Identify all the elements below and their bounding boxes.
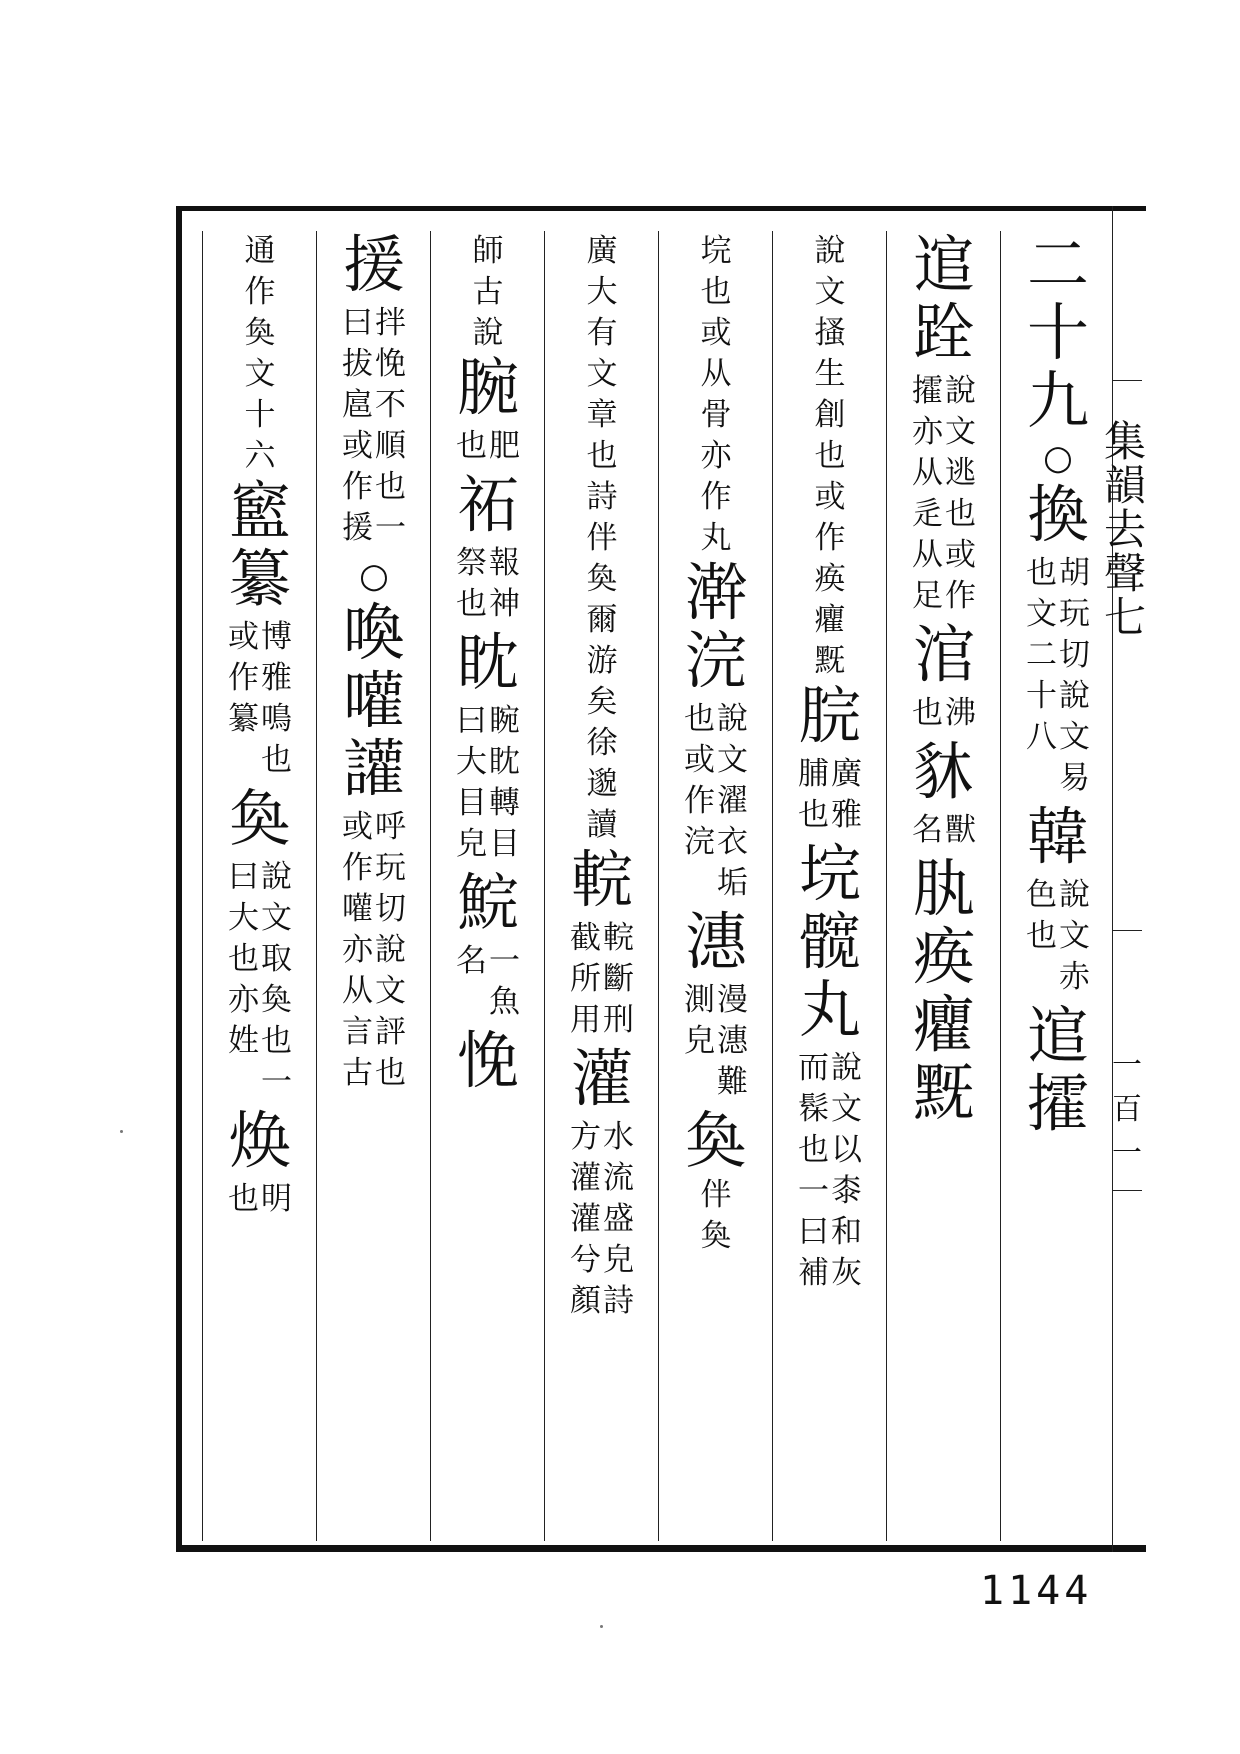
headword-char: 韓 xyxy=(1026,800,1089,873)
gloss-char: 曰 xyxy=(342,305,373,341)
gloss-pair xyxy=(228,857,292,1103)
gloss-char: 援 xyxy=(342,510,373,546)
gloss-char: 大 xyxy=(228,900,259,936)
gloss-char: 顏 xyxy=(570,1283,601,1319)
gloss-char: 大 xyxy=(456,744,487,780)
headword-char: 奐 xyxy=(684,1104,747,1177)
gloss-char: 浣 xyxy=(684,824,715,860)
gloss-char: 魚 xyxy=(489,984,520,1020)
gloss-char: 濯 xyxy=(717,783,748,819)
gloss-char: 獸 xyxy=(945,812,976,848)
headword-char: 丸 xyxy=(798,973,861,1046)
gloss-char: 評 xyxy=(375,1014,406,1050)
gloss-char: 或 xyxy=(814,479,846,515)
gloss-line xyxy=(815,477,846,682)
gloss-char: 也 xyxy=(261,1023,292,1059)
gloss-char: 名 xyxy=(912,812,943,848)
gloss-char: 也 xyxy=(261,742,292,778)
gloss-char: 亦 xyxy=(342,932,373,968)
headword-char: 祏 xyxy=(456,468,519,541)
gloss-char: 衣 xyxy=(717,824,748,860)
gloss-char: 也 xyxy=(814,438,846,474)
text-column xyxy=(886,228,1001,1541)
gloss-char: 文 xyxy=(831,1091,862,1127)
gloss-char: 姓 xyxy=(228,1023,259,1059)
headword-char: 攉 xyxy=(1026,1067,1089,1140)
gloss-char: 拌 xyxy=(375,305,406,341)
gloss-char: 也 xyxy=(798,1132,829,1168)
gloss-char: 或 xyxy=(228,619,259,655)
gloss-char: 曰 xyxy=(228,859,259,895)
headword-char: 灌 xyxy=(570,1042,633,1115)
gloss-char: 奐 xyxy=(244,315,276,351)
gloss-char: 取 xyxy=(261,941,292,977)
gloss-char: 詩 xyxy=(586,479,618,515)
page-marker-char: 一 xyxy=(1112,1048,1142,1083)
headword-char: 浣 xyxy=(684,624,747,697)
headword-char: 黖 xyxy=(912,1056,975,1129)
gloss-char: 詩 xyxy=(603,1283,634,1319)
gloss-char: 作 xyxy=(244,274,276,310)
headword-char: 讙 xyxy=(342,732,405,805)
gloss-char: 也 xyxy=(945,496,976,532)
gloss-char: 玩 xyxy=(375,850,406,886)
gloss-char: 名 xyxy=(456,943,487,979)
gloss-char: 色 xyxy=(1026,877,1057,913)
rhyme-marker: ○ xyxy=(359,556,389,596)
gloss-line xyxy=(701,395,732,559)
gloss-pair xyxy=(342,807,406,1094)
gloss-char: 也 xyxy=(912,695,943,731)
gloss-char: 也 xyxy=(684,701,715,737)
gloss-char: 作 xyxy=(228,660,259,696)
headword-char: 潓 xyxy=(684,905,747,978)
gloss-char: 或 xyxy=(945,537,976,573)
gloss-char: 說 xyxy=(1059,678,1090,714)
gloss-char: 伴 xyxy=(700,1177,732,1213)
gloss-char: 流 xyxy=(603,1160,634,1196)
gloss-pair xyxy=(912,810,976,851)
gloss-char: 說 xyxy=(375,932,406,968)
gloss-char: 奐 xyxy=(261,982,292,1018)
headword-char: 焕 xyxy=(228,1104,291,1177)
gloss-char: 文 xyxy=(945,414,976,450)
running-head-page-marker xyxy=(1110,1040,1144,1172)
gloss-char: 十 xyxy=(244,397,276,433)
gloss-char: 通 xyxy=(244,233,276,269)
gloss-char: 亦 xyxy=(912,414,943,450)
gloss-char: 兮 xyxy=(570,1242,601,1278)
gloss-char: 博 xyxy=(261,619,292,655)
gloss-char: 師 xyxy=(472,233,504,269)
gloss-pair xyxy=(1026,553,1090,799)
headword-char: 十 xyxy=(1026,296,1089,369)
gloss-pair xyxy=(228,617,292,781)
gloss-char: 从 xyxy=(912,455,943,491)
gloss-char: 神 xyxy=(489,586,520,622)
gloss-char: 讀 xyxy=(586,807,618,843)
headword-char: 奐 xyxy=(228,782,291,855)
gloss-char: 說 xyxy=(814,233,846,269)
gloss-char: 亦 xyxy=(700,438,732,474)
gloss-char: 癯 xyxy=(814,602,846,638)
gloss-line xyxy=(587,559,618,846)
gloss-line xyxy=(473,231,504,313)
gloss-char: 廣 xyxy=(831,756,862,792)
gloss-char: 沸 xyxy=(945,695,976,731)
gloss-char: 逃 xyxy=(945,455,976,491)
gloss-char: 游 xyxy=(586,643,618,679)
page-marker-char: 百 xyxy=(1112,1092,1142,1127)
gloss-char: 也 xyxy=(228,1181,259,1217)
gloss-char: 用 xyxy=(570,1002,601,1038)
gloss-char: 玩 xyxy=(1059,596,1090,632)
gloss-char: 垸 xyxy=(700,233,732,269)
gloss-line xyxy=(245,231,276,354)
gloss-char: 報 xyxy=(489,545,520,581)
page-border xyxy=(176,206,1146,1552)
headword-char: 跧 xyxy=(912,296,975,369)
gloss-char: 痪 xyxy=(814,561,846,597)
gloss-pair xyxy=(570,918,634,1041)
gloss-char: 水 xyxy=(603,1119,634,1155)
gloss-char: 足 xyxy=(912,578,943,614)
gloss-char: 也 xyxy=(456,586,487,622)
gloss-char: 八 xyxy=(1026,719,1057,755)
gloss-char: 灰 xyxy=(831,1255,862,1291)
headword-char: 脘 xyxy=(798,679,861,752)
text-column xyxy=(202,231,317,1541)
gloss-char: 肥 xyxy=(489,428,520,464)
running-head-title xyxy=(1104,417,1147,643)
headword-char: 鯇 xyxy=(456,866,519,939)
gloss-pair xyxy=(456,941,520,1023)
gloss-char: 切 xyxy=(1059,637,1090,673)
gloss-char: 一 xyxy=(375,510,406,546)
gloss-char: 扈 xyxy=(342,387,373,423)
gloss-char: 从 xyxy=(700,356,732,392)
gloss-char: 文 xyxy=(261,900,292,936)
gloss-pair xyxy=(684,980,748,1103)
gloss-char: 文 xyxy=(244,356,276,392)
running-head-char: 聲 xyxy=(1104,549,1147,599)
gloss-char: 古 xyxy=(472,274,504,310)
headword-char: 䆾 xyxy=(228,474,291,547)
running-head-char: 韻 xyxy=(1104,461,1147,511)
gloss-char: 从 xyxy=(342,973,373,1009)
headword-char: 援 xyxy=(342,228,405,301)
gloss-pair xyxy=(798,1048,862,1294)
gloss-char: 說 xyxy=(1059,877,1090,913)
gloss-char: 有 xyxy=(586,315,618,351)
gloss-char: 斷 xyxy=(603,961,634,997)
gloss-char: 曰 xyxy=(798,1214,829,1250)
headword-char: 肒 xyxy=(912,852,975,925)
headword-char: 垸 xyxy=(798,837,861,910)
page-marker-char: 一 xyxy=(1112,1136,1142,1171)
gloss-line xyxy=(701,1175,732,1257)
gloss-char: 文 xyxy=(1059,719,1090,755)
gloss-pair xyxy=(228,1179,292,1220)
speck xyxy=(120,1130,123,1133)
gloss-char: 大 xyxy=(586,274,618,310)
gloss-char: 目 xyxy=(456,785,487,821)
headword-char: 纂 xyxy=(228,542,291,615)
gloss-char: 或 xyxy=(342,809,373,845)
gloss-line xyxy=(815,231,846,477)
running-head-char: 去 xyxy=(1104,505,1147,555)
gloss-char: 作 xyxy=(684,783,715,819)
gloss-pair xyxy=(1026,875,1090,998)
gloss-char: 也 xyxy=(228,941,259,977)
page-number: 1144 xyxy=(980,1568,1093,1614)
gloss-line xyxy=(245,354,276,477)
gloss-char: 灌 xyxy=(570,1201,601,1237)
gloss-char: 拔 xyxy=(342,346,373,382)
gloss-char: 奐 xyxy=(700,1218,732,1254)
gloss-char: 皃 xyxy=(603,1242,634,1278)
gloss-char: 也 xyxy=(798,797,829,833)
headword-char: 眈 xyxy=(456,626,519,699)
text-column xyxy=(430,231,545,1541)
gloss-char: 悗 xyxy=(375,346,406,382)
gloss-char: 也 xyxy=(1026,918,1057,954)
headword-char: 悗 xyxy=(456,1024,519,1097)
gloss-char: 黖 xyxy=(814,643,846,679)
gloss-char: 也 xyxy=(375,469,406,505)
headword-char: 九 xyxy=(1026,364,1089,437)
gloss-char: 也 xyxy=(456,428,487,464)
gloss-char: 易 xyxy=(1059,760,1090,796)
gloss-char: 文 xyxy=(814,274,846,310)
gloss-char: 呼 xyxy=(375,809,406,845)
gloss-char: 刑 xyxy=(603,1002,634,1038)
headword-char: 澣 xyxy=(684,556,747,629)
gloss-char: 丸 xyxy=(700,520,732,556)
gloss-char: 測 xyxy=(684,982,715,1018)
gloss-char: 脯 xyxy=(798,756,829,792)
rhyme-marker: ○ xyxy=(1043,438,1073,478)
gloss-char: 也 xyxy=(586,438,618,474)
headword-char: 癯 xyxy=(912,988,975,1061)
gloss-char: 明 xyxy=(261,1181,292,1217)
gloss-char: 胡 xyxy=(1059,555,1090,591)
gloss-pair xyxy=(684,699,748,904)
gloss-char: 攉 xyxy=(912,373,943,409)
gloss-char: 邈 xyxy=(586,766,618,802)
running-head-char: 集 xyxy=(1104,417,1147,466)
gloss-char: 創 xyxy=(814,397,846,433)
headword-char: 腕 xyxy=(456,351,519,424)
gloss-char: 垢 xyxy=(717,865,748,901)
gloss-char: 而 xyxy=(798,1050,829,1086)
gloss-char: 作 xyxy=(342,850,373,886)
headword-char: 喚 xyxy=(342,596,405,669)
banner-divider xyxy=(1112,380,1142,381)
gloss-char: 說 xyxy=(945,373,976,409)
gloss-char: 曰 xyxy=(456,703,487,739)
gloss-char: 睕 xyxy=(489,703,520,739)
gloss-char: 亦 xyxy=(228,982,259,1018)
gloss-char: 嚾 xyxy=(342,891,373,927)
gloss-char: 搔 xyxy=(814,315,846,351)
gloss-char: 目 xyxy=(489,826,520,862)
headword-char: 涫 xyxy=(912,618,975,691)
gloss-char: 一 xyxy=(261,1064,292,1100)
gloss-char: 或 xyxy=(684,742,715,778)
gloss-char: 从 xyxy=(912,537,943,573)
gloss-char: 灌 xyxy=(570,1160,601,1196)
gloss-char: 也 xyxy=(700,274,732,310)
gloss-char: 說 xyxy=(261,859,292,895)
headword-char: 換 xyxy=(1026,478,1089,551)
gloss-char: 一 xyxy=(798,1173,829,1209)
gloss-char: 纂 xyxy=(228,701,259,737)
gloss-char: 或 xyxy=(342,428,373,464)
headword-char: 嚾 xyxy=(342,664,405,737)
running-head-char: 七 xyxy=(1104,593,1147,643)
text-column xyxy=(1000,228,1115,1541)
gloss-char: 徐 xyxy=(586,725,618,761)
headword-char: 二 xyxy=(1026,228,1089,301)
banner-divider xyxy=(1112,1190,1142,1191)
gloss-pair xyxy=(342,303,406,549)
gloss-char: 骨 xyxy=(700,397,732,433)
running-head-strip xyxy=(1112,206,1147,1552)
gloss-char: 雅 xyxy=(831,797,862,833)
gloss-pair xyxy=(798,754,862,836)
gloss-char: 十 xyxy=(1026,678,1057,714)
gloss-char: 不 xyxy=(375,387,406,423)
gloss-char: 伴 xyxy=(586,520,618,556)
headword-char: 逭 xyxy=(912,228,975,301)
gloss-char: 作 xyxy=(945,578,976,614)
gloss-line xyxy=(587,231,618,559)
gloss-pair xyxy=(456,426,520,467)
headword-char: 逭 xyxy=(1026,999,1089,1072)
gloss-char: 也 xyxy=(375,1055,406,1091)
gloss-char: 切 xyxy=(375,891,406,927)
gloss-char: 轉 xyxy=(489,785,520,821)
gloss-char: 奐 xyxy=(586,561,618,597)
gloss-char: 文 xyxy=(1059,918,1090,954)
gloss-char: 作 xyxy=(700,479,732,515)
gloss-char: 補 xyxy=(798,1255,829,1291)
headword-char: 髋 xyxy=(798,905,861,978)
gloss-char: 說 xyxy=(472,315,504,351)
gloss-pair xyxy=(456,543,520,625)
gloss-char: 二 xyxy=(1026,637,1057,673)
text-column xyxy=(658,231,773,1541)
gloss-char: 順 xyxy=(375,428,406,464)
gloss-pair xyxy=(912,693,976,734)
gloss-char: 和 xyxy=(831,1214,862,1250)
text-column xyxy=(772,231,887,1541)
gloss-char: 眈 xyxy=(489,744,520,780)
gloss-char: 雅 xyxy=(261,660,292,696)
text-column xyxy=(316,228,431,1541)
gloss-char: 一 xyxy=(489,943,520,979)
gloss-char: 文 xyxy=(375,973,406,1009)
gloss-char: 難 xyxy=(717,1064,748,1100)
gloss-char: 桼 xyxy=(831,1173,862,1209)
text-column xyxy=(544,231,659,1541)
gloss-char: 章 xyxy=(586,397,618,433)
gloss-char: 六 xyxy=(244,438,276,474)
gloss-char: 或 xyxy=(700,315,732,351)
gloss-char: 辵 xyxy=(912,496,943,532)
gloss-char: 截 xyxy=(570,920,601,956)
banner-divider xyxy=(1112,930,1142,931)
gloss-char: 說 xyxy=(831,1050,862,1086)
gloss-char: 髹 xyxy=(798,1091,829,1127)
gloss-char: 爾 xyxy=(586,602,618,638)
gloss-char: 鳴 xyxy=(261,701,292,737)
gloss-char: 作 xyxy=(814,520,846,556)
gloss-char: 廣 xyxy=(586,233,618,269)
gloss-char: 方 xyxy=(570,1119,601,1155)
gloss-char: 文 xyxy=(717,742,748,778)
gloss-char: 皃 xyxy=(456,826,487,862)
gloss-char: 也 xyxy=(1026,555,1057,591)
speck xyxy=(600,1625,603,1628)
headword-char: 䝗 xyxy=(912,735,975,808)
gloss-char: 祭 xyxy=(456,545,487,581)
gloss-char: 所 xyxy=(570,961,601,997)
gloss-char: 輐 xyxy=(603,920,634,956)
gloss-char: 赤 xyxy=(1059,959,1090,995)
gloss-line xyxy=(701,231,732,395)
gloss-char: 矣 xyxy=(586,684,618,720)
gloss-char: 作 xyxy=(342,469,373,505)
gloss-char: 文 xyxy=(1026,596,1057,632)
headword-char: 痪 xyxy=(912,920,975,993)
gloss-char: 說 xyxy=(717,701,748,737)
gloss-pair xyxy=(912,371,976,617)
gloss-line xyxy=(473,313,504,354)
gloss-char: 文 xyxy=(586,356,618,392)
gloss-char: 漫 xyxy=(717,982,748,1018)
gloss-char: 盛 xyxy=(603,1201,634,1237)
headword-char: 輐 xyxy=(570,843,633,916)
gloss-char: 以 xyxy=(831,1132,862,1168)
gloss-pair xyxy=(570,1117,634,1322)
gloss-char: 古 xyxy=(342,1055,373,1091)
gloss-pair xyxy=(456,701,520,865)
gloss-char: 言 xyxy=(342,1014,373,1050)
gloss-char: 生 xyxy=(814,356,846,392)
gloss-char: 潓 xyxy=(717,1023,748,1059)
gloss-char: 皃 xyxy=(684,1023,715,1059)
